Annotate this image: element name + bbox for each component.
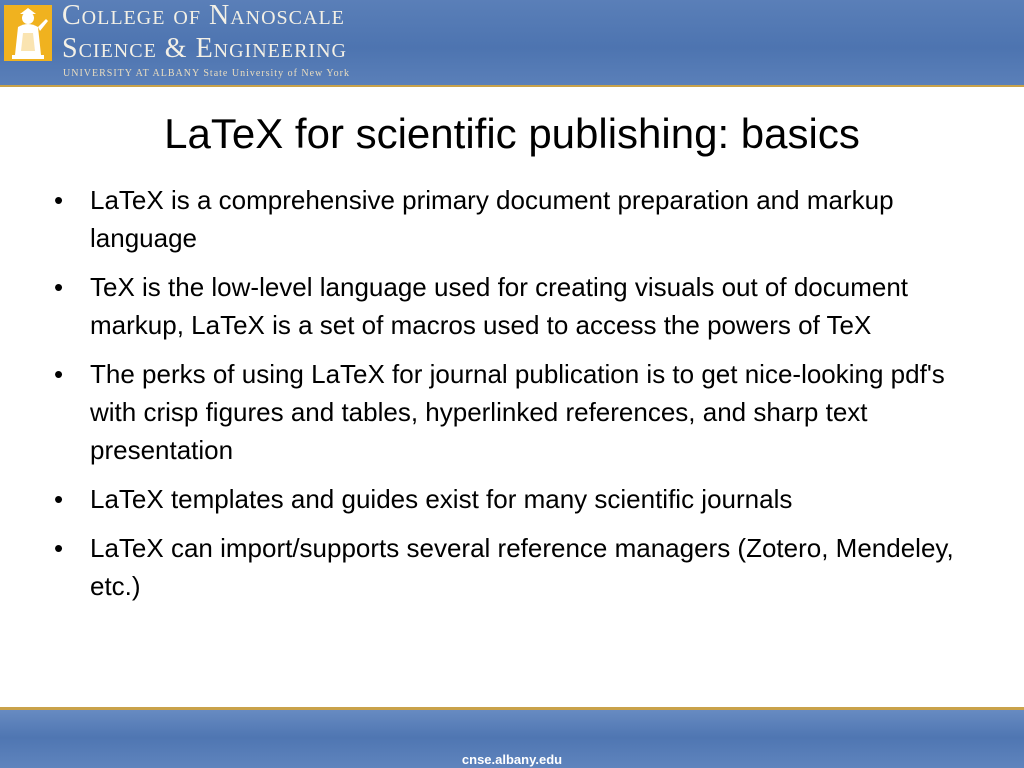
bullet-text: LaTeX is a comprehensive primary document preparation and markup language bbox=[90, 185, 894, 253]
bullet-item bbox=[54, 268, 984, 344]
bullet-text: The perks of using LaTeX for journal publication is to get nice-looking pdf's with crisp figures and tables, hyperlinked references, and sharp text presentation bbox=[90, 359, 945, 465]
bullet-item bbox=[54, 529, 984, 605]
university-subtitle: UNIVERSITY AT ALBANY State University of New York bbox=[63, 68, 350, 79]
bullet-text: LaTeX can import/supports several reference managers (Zotero, Mendeley, etc.) bbox=[90, 533, 954, 601]
bullet-list bbox=[54, 181, 984, 616]
footer-url[interactable]: cnse.albany.edu bbox=[461, 752, 563, 767]
institution-name-line1: College of Nanoscale bbox=[62, 0, 345, 31]
bullet-text: TeX is the low-level language used for creating visuals out of document markup, LaTeX is a set of macros used to access the powers of TeX bbox=[90, 272, 909, 340]
bullet-item bbox=[54, 480, 984, 518]
bullet-marker: • bbox=[54, 359, 64, 389]
institution-name-line2: Science & Engineering bbox=[62, 33, 347, 64]
header-divider bbox=[0, 85, 1024, 87]
bullet-item bbox=[54, 355, 984, 469]
bullet-item bbox=[54, 181, 984, 257]
bullet-text: LaTeX templates and guides exist for many scientific journals bbox=[90, 484, 793, 514]
bullet-marker: • bbox=[54, 484, 64, 514]
footer-divider bbox=[0, 707, 1024, 710]
slide-title: LaTeX for scientific publishing: basics bbox=[164, 110, 860, 157]
bullet-marker: • bbox=[54, 185, 64, 215]
minerva-statue-icon bbox=[4, 5, 52, 61]
bullet-marker: • bbox=[54, 272, 64, 302]
bullet-marker: • bbox=[54, 533, 64, 563]
